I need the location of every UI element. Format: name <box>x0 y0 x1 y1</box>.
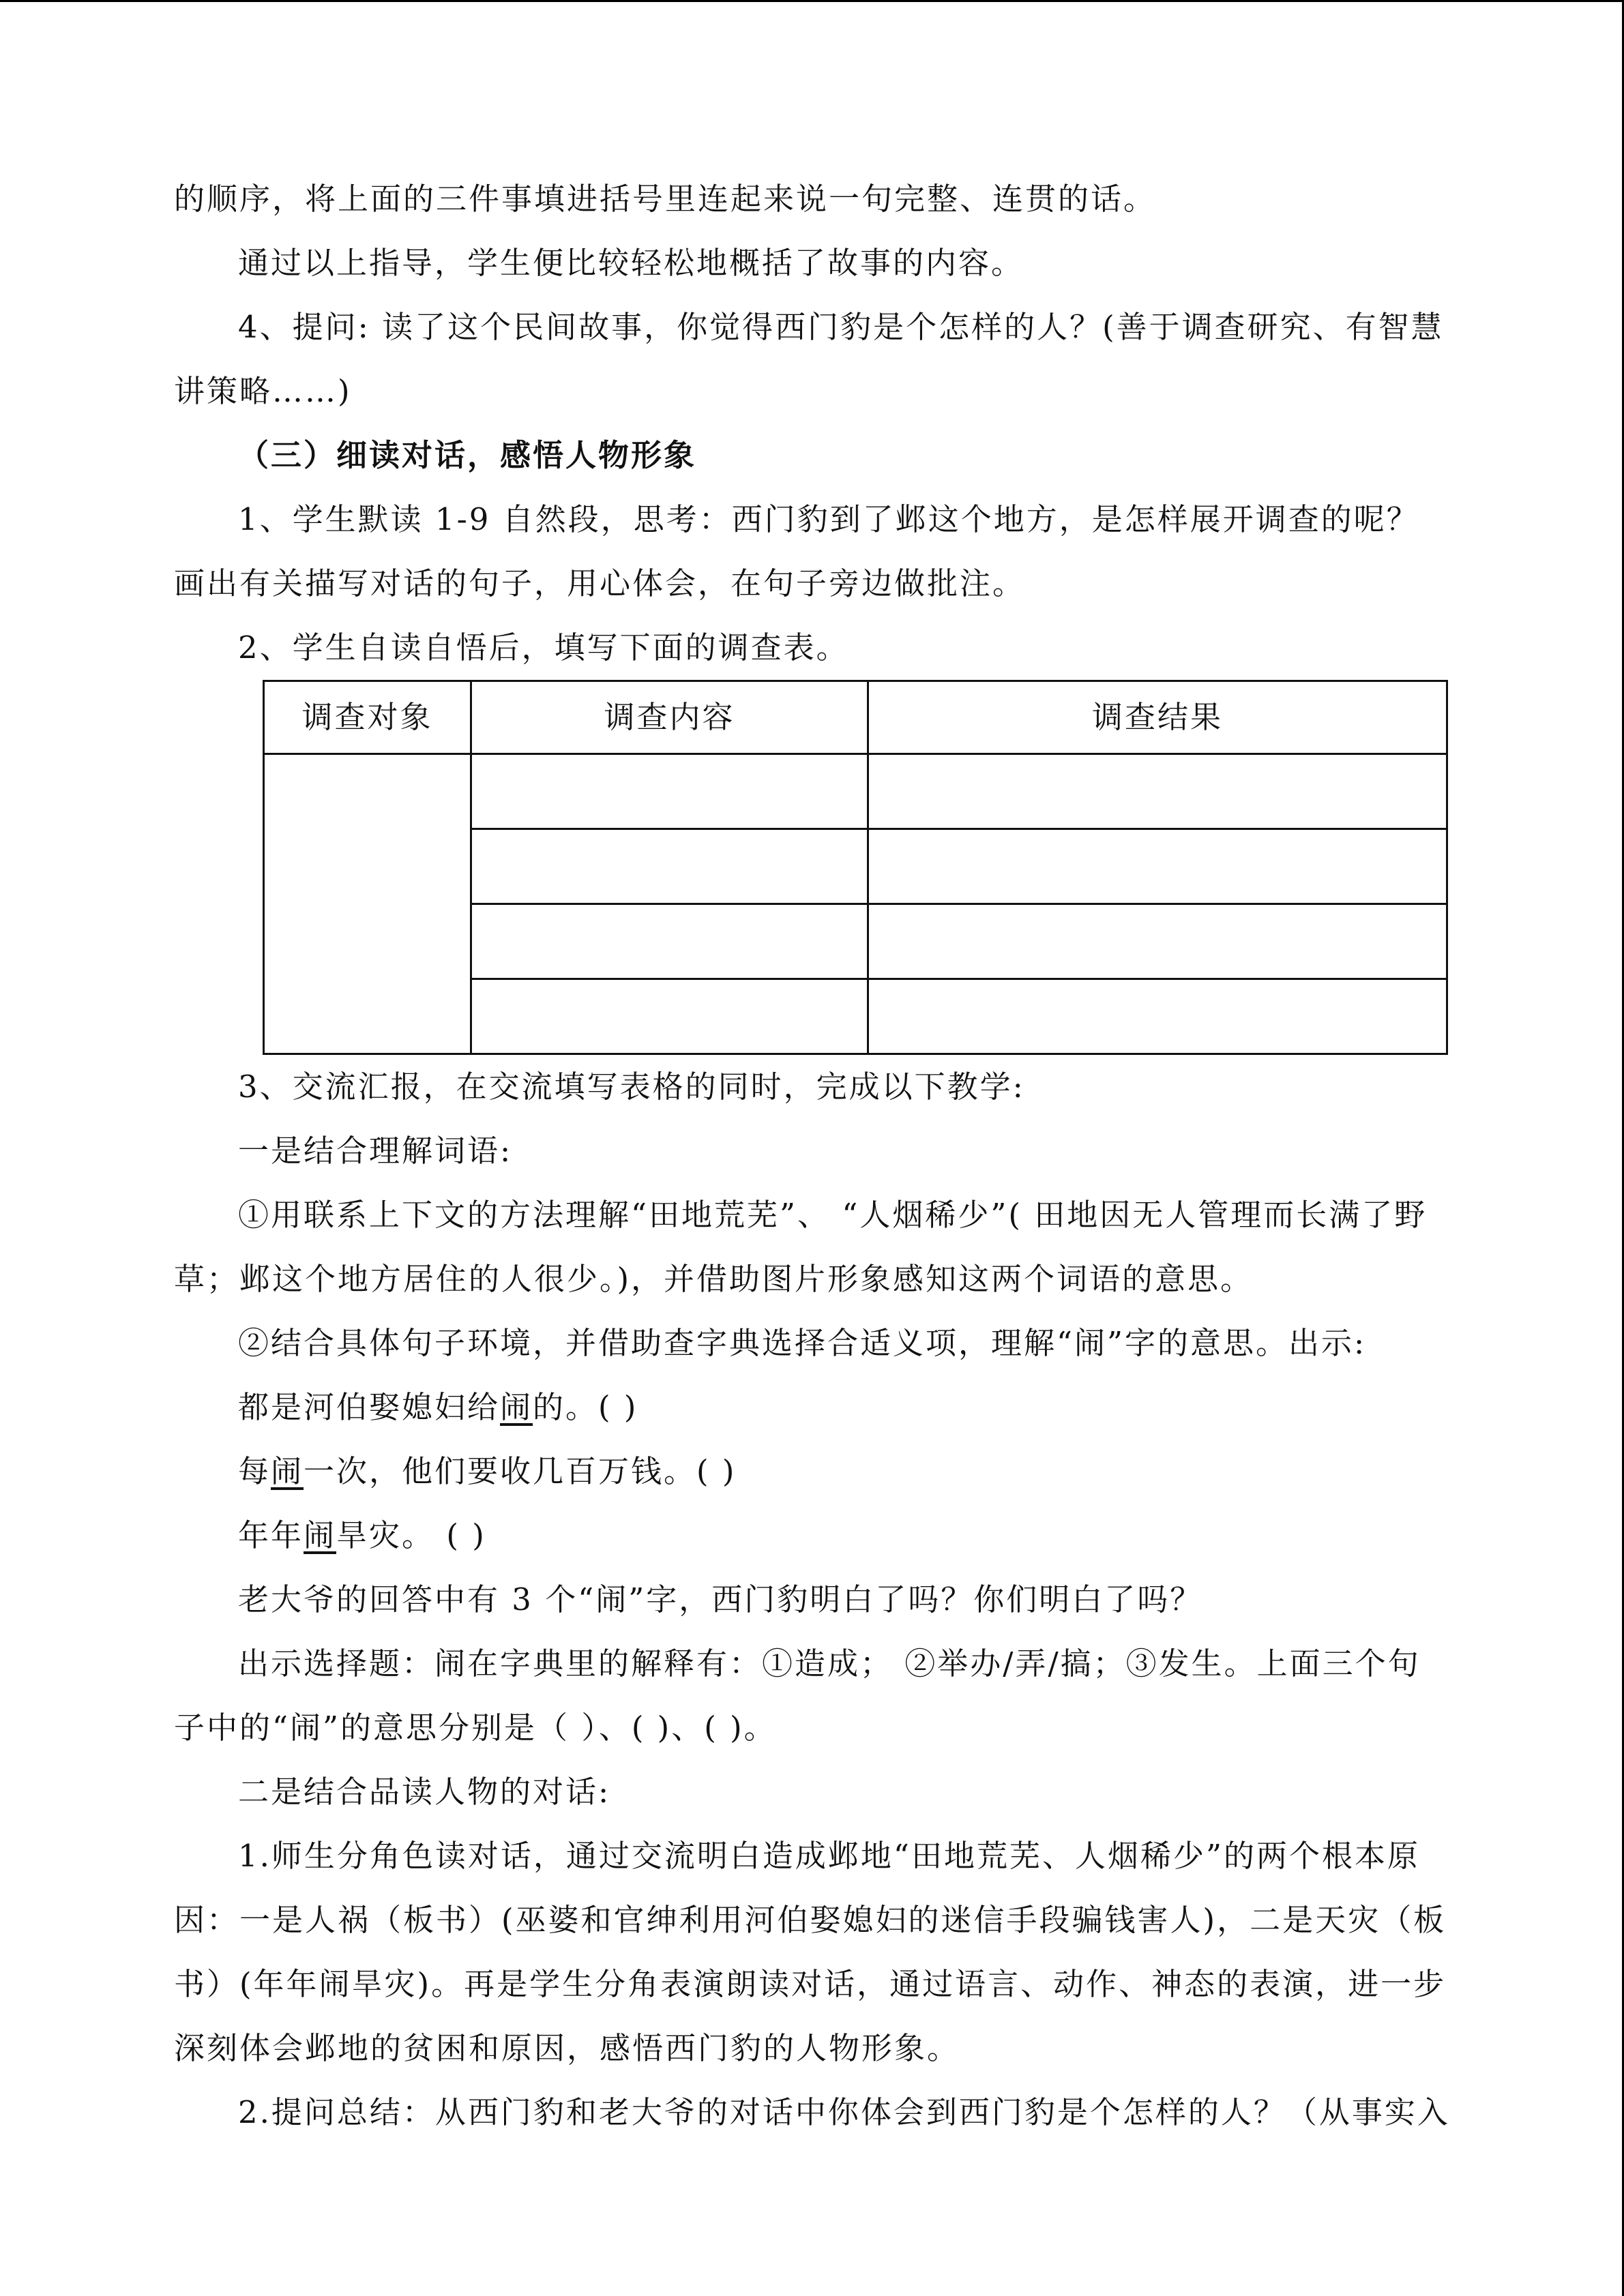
survey-table <box>263 680 1448 1055</box>
example-sentence-3: 年年闹旱灾。 ( ) <box>238 1517 486 1553</box>
paragraph-part-two: 二是结合品读人物的对话: <box>238 1774 611 1810</box>
paragraph-step-1: 1、学生默读 1-9 自然段，思考：西门豹到了邺这个地方，是怎样展开调查的呢？画出有关描写对话的句子，用心体会，在句子旁边做批注。 <box>174 501 1419 601</box>
header-survey-content: 调查内容 <box>471 681 868 754</box>
header-survey-result: 调查结果 <box>868 681 1447 754</box>
paragraph-order-summary: 的顺序，将上面的三件事填进括号里连起来说一句完整、连贯的话。 <box>174 181 1157 217</box>
survey-content-cell <box>471 754 868 829</box>
survey-table-header-row <box>264 681 1447 754</box>
paragraph-choice-question: 出示选择题：闹在字典里的解释有：①造成； ②举办/弄/搞；③发生。上面三个句子中的“闹”的意思分别是（ ）、( )、( )。 <box>174 1645 1421 1746</box>
survey-result-cell <box>868 754 1447 829</box>
survey-result-cell <box>868 829 1447 904</box>
underlined-word: 闹 <box>500 1389 533 1425</box>
survey-result-cell <box>868 904 1447 979</box>
paragraph-part-one: 一是结合理解词语: <box>238 1133 513 1169</box>
underlined-word: 闹 <box>304 1517 337 1553</box>
paragraph-role-reading: 1.师生分角色读对话，通过交流明白造成邺地“田地荒芜、人烟稀少”的两个根本原因：一是人祸（板书）(巫婆和官绅利用河伯娶媳妇的迷信手段骗钱害人)，二是天灾（板书）(年年闹旱灾)。再是学生分角表演朗读对话，通过语言、动作、神态的表演，进一步深刻体会邺地的贫困和原因，感悟西门豹的人物形象。 <box>174 1838 1447 2066</box>
paragraph-step-3: 3、交流汇报，在交流填写表格的同时，完成以下教学: <box>238 1069 1025 1105</box>
paragraph-question-summary: 2.提问总结：从西门豹和老大爷的对话中你体会到西门豹是个怎样的人？（从事实入 <box>238 2094 1450 2130</box>
survey-content-cell <box>471 904 868 979</box>
table-row <box>264 754 1447 829</box>
survey-result-cell <box>868 979 1447 1054</box>
paragraph-guidance-result: 通过以上指导，学生便比较轻松地概括了故事的内容。 <box>238 245 1024 281</box>
header-survey-target: 调查对象 <box>264 681 471 754</box>
survey-content-cell <box>471 979 868 1054</box>
example-sentence-2: 每闹一次，他们要收几百万钱。( ) <box>238 1453 737 1489</box>
paragraph-question-4: 4、提问: 读了这个民间故事，你觉得西门豹是个怎样的人？(善于调查研究、有智慧讲策略……) <box>174 309 1444 409</box>
survey-target-cell <box>264 754 471 1054</box>
paragraph-step-2: 2、学生自读自悟后，填写下面的调查表。 <box>238 629 849 666</box>
page-top-border <box>0 0 1624 2</box>
paragraph-item-2: ②结合具体句子环境，并借助查字典选择合适义项，理解“闹”字的意思。出示: <box>238 1325 1367 1361</box>
underlined-word: 闹 <box>271 1453 304 1489</box>
example-sentence-1: 都是河伯娶媳妇给闹的。( ) <box>238 1389 638 1425</box>
paragraph-item-1: ①用联系上下文的方法理解“田地荒芜”、 “人烟稀少”( 田地因无人管理而长满了野草；邺这个地方居住的人很少。)，并借助图片形象感知这两个词语的意思。 <box>174 1197 1428 1297</box>
survey-content-cell <box>471 829 868 904</box>
paragraph-old-man-answer: 老大爷的回答中有 3 个“闹”字，西门豹明白了吗？你们明白了吗？ <box>238 1581 1203 1617</box>
document-body <box>174 167 1451 2145</box>
section-heading-3: （三）细读对话，感悟人物形象 <box>238 437 697 473</box>
